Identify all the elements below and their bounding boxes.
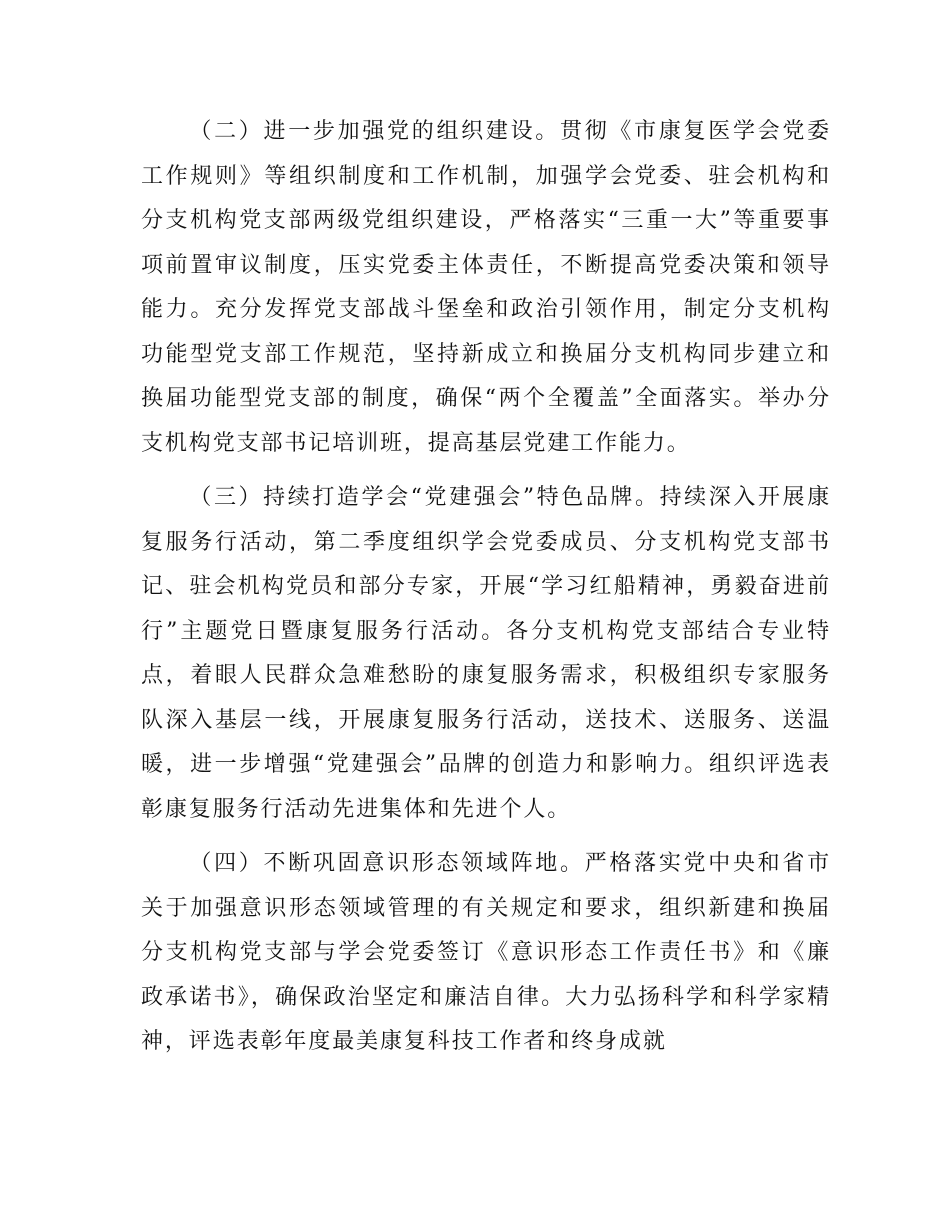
paragraph-ideology-field: （四）不断巩固意识形态领域阵地。严格落实党中央和省市关于加强意识形态领域管理的有关规定和要求，组织新建和换届分支机构党支部与学会党委签订《意识形态工作责任书》和《廉政承诺书》，确保政治坚定和廉洁自律。大力弘扬科学和科学家精神，评选表彰年度最美康复科技工作者和终身成就 (141, 851, 831, 1054)
document-body (141, 110, 831, 1075)
paragraph-party-brand: （三）持续打造学会“党建强会”特色品牌。持续深入开展康复服务行活动，第二季度组织学会党委成员、分支机构党支部书记、驻会机构党员和部分专家，开展“学习红船精神，勇毅奋进前行”主题党日暨康复服务行活动。各分支机构党支部结合专业特点，着眼人民群众急难愁盼的康复服务需求，积极组织专家服务队深入基层一线，开展康复服务行活动，送技术、送服务、送温暖，进一步增强“党建强会”品牌的创造力和影响力。组织评选表彰康复服务行活动先进集体和先进个人。 (141, 485, 831, 822)
paragraph-organization-building: （二）进一步加强党的组织建设。贯彻《市康复医学会党委工作规则》等组织制度和工作机制，加强学会党委、驻会机构和分支机构党支部两级党组织建设，严格落实“三重一大”等重要事项前置审议制度，压实党委主体责任，不断提高党委决策和领导能力。充分发挥党支部战斗堡垒和政治引领作用，制定分支机构功能型党支部工作规范，坚持新成立和换届分支机构同步建立和换届功能型党支部的制度，确保“两个全覆盖”全面落实。举办分支机构党支部书记培训班，提高基层党建工作能力。 (141, 119, 831, 456)
